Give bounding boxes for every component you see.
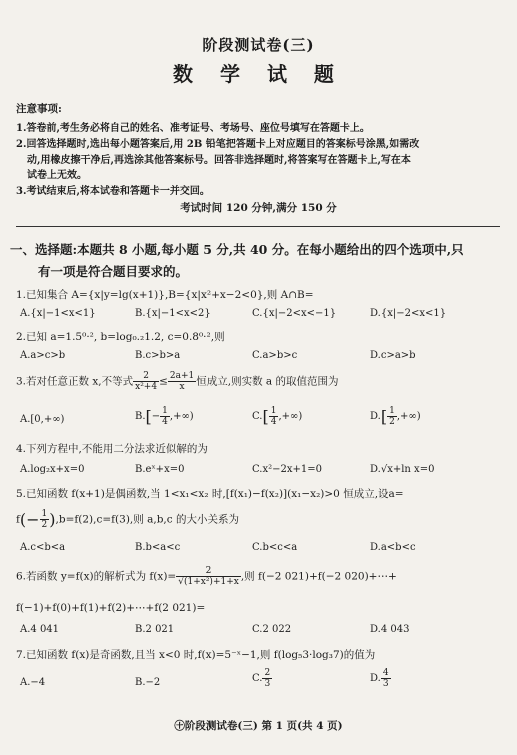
- question-7-option-c-fraction: [262, 668, 272, 689]
- question-7-option-d-label: D.: [370, 673, 381, 684]
- question-3-option-b-minus: −: [151, 411, 161, 422]
- question-5-fraction: [40, 509, 50, 530]
- question-3-option-d: [370, 406, 421, 427]
- question-1-stem: 1.已知集合 A={x|y=lg(x+1)},B={x|x²+x−2<0},则 A∩B=: [16, 289, 314, 301]
- page-footer: ㊉阶段测试卷(三) 第 1 页(共 4 页): [174, 720, 343, 732]
- question-5-paren-close: ): [49, 510, 56, 529]
- question-6-stem-line-2: f(−1)+f(0)+f(1)+f(2)+⋯+f(2 021)=: [16, 602, 206, 614]
- question-5-option-d: D.a<b<c: [370, 542, 416, 553]
- question-1-option-a: A.{x|−1<x<1}: [20, 308, 96, 319]
- question-3-option-b-fraction: [160, 406, 170, 427]
- question-2-option-a: A.a>c>b: [20, 350, 66, 361]
- question-5-f: f: [16, 513, 20, 526]
- question-6-option-a: A.4 041: [20, 624, 60, 635]
- question-3-option-c-bracket: [: [262, 407, 269, 426]
- question-3-option-c: [252, 406, 302, 427]
- question-5-stem: 5.已知函数 f(x+1)是偶函数,当 1<x₁<x₂ 时,[f(x₁)−f(x₂)](x₁−x₂)>0 恒成立,设a=: [16, 488, 404, 500]
- question-2-option-b: B.c>b>a: [135, 350, 181, 361]
- question-3-fraction-left-den: x²+4: [135, 382, 158, 392]
- question-3-fraction-left: [133, 371, 159, 392]
- question-2-option-c: C.a>b>c: [252, 350, 298, 361]
- question-3-option-d-label: D.: [370, 411, 381, 422]
- divider-line: [16, 226, 500, 227]
- question-7-option-c-num: 2: [264, 668, 271, 678]
- question-6-option-d: D.4 043: [370, 624, 410, 635]
- question-5-fraction-num: 1: [41, 509, 48, 519]
- question-7-option-d-den: 3: [382, 679, 389, 689]
- notice-title: 注意事项:: [16, 103, 62, 115]
- question-3-option-d-suffix: ,+∞): [396, 411, 421, 422]
- question-3-fraction-right-num: 2a+1: [169, 371, 195, 381]
- question-3-option-b: [135, 406, 194, 427]
- question-3-option-b-label: B.: [135, 411, 146, 422]
- question-3-option-b-den: 4: [162, 417, 168, 427]
- question-3-fraction-right-den: x: [179, 382, 185, 392]
- question-3-option-c-den: 4: [270, 417, 277, 427]
- question-2-stem: 2.已知 a=1.5⁰·², b=log₀.₂1.2, c=0.8⁰·²,则: [16, 331, 225, 343]
- question-6-stem-prefix: 6.若函数 y=f(x)的解析式为 f(x)=: [16, 570, 177, 583]
- question-3-option-b-suffix: ,+∞): [169, 411, 194, 422]
- question-1-option-d: D.{x|−2<x<1}: [370, 308, 447, 319]
- question-6-fraction-num: 2: [176, 566, 241, 577]
- notice-item-2-line-1: 2.回答选择题时,选出每小题答案后,用 2B 铅笔把答题卡上对应题目的答案标号涂黑,如需改: [16, 139, 420, 150]
- question-7-option-c: [252, 668, 272, 689]
- section-1-heading: 一、选择题:本题共 8 小题,每小题 5 分,共 40 分。在每小题给出的四个选项中,只: [10, 242, 464, 257]
- question-3-option-d-bracket: [: [380, 407, 388, 426]
- question-5-option-a: A.c<b<a: [20, 542, 66, 553]
- notice-item-1: 1.答卷前,考生务必将自己的姓名、准考证号、考场号、座位号填写在答题卡上。: [16, 123, 370, 134]
- question-3-option-d-den: 2: [389, 417, 395, 427]
- exam-title: 阶段测试卷(三): [202, 36, 315, 54]
- question-3-option-c-label: C.: [252, 411, 263, 422]
- question-4-stem: 4.下列方程中,不能用二分法求近似解的为: [16, 443, 208, 455]
- question-6-fraction-den: √(1+x²)+1+x: [178, 577, 239, 587]
- question-7-option-d: [370, 668, 391, 689]
- question-3-stem-suffix: 恒成立,则实数 a 的取值范围为: [196, 375, 339, 388]
- question-5-stem-suffix: ,b=f(2),c=f(3),则 a,b,c 的大小关系为: [55, 513, 239, 526]
- question-4-option-b: B.eˣ+x=0: [135, 464, 185, 475]
- question-1-option-b: B.{x|−1<x<2}: [135, 308, 211, 319]
- question-7-option-d-fraction: [381, 668, 391, 689]
- question-4-option-c: C.x²−2x+1=0: [252, 464, 322, 475]
- question-3-le-sign: ≤: [159, 375, 168, 388]
- question-3-option-c-fraction: [269, 406, 279, 427]
- question-6-stem: [16, 566, 397, 587]
- section-1-heading-cont: 有一项是符合题目要求的。: [38, 264, 189, 279]
- question-3-option-a: A.[0,+∞): [20, 414, 65, 425]
- question-3-option-c-num: 1: [270, 406, 277, 416]
- question-5-stem-line-2: [16, 509, 239, 530]
- question-5-option-b: B.b<a<c: [135, 542, 181, 553]
- question-7-stem: 7.已知函数 f(x)是奇函数,且当 x<0 时,f(x)=5⁻ˣ−1,则 f(log₅3·log₃7)的值为: [16, 649, 376, 661]
- question-3-option-b-bracket: [: [145, 407, 152, 426]
- question-5-option-c: C.b<c<a: [252, 542, 298, 553]
- question-1-option-c: C.{x|−2<x<−1}: [252, 308, 337, 319]
- question-5-fraction-den: 2: [41, 520, 48, 530]
- exam-subject: 数 学 试 题: [173, 62, 344, 86]
- notice-item-3: 3.考试结束后,将本试卷和答题卡一并交回。: [16, 186, 210, 197]
- question-3-option-c-suffix: ,+∞): [278, 411, 303, 422]
- question-7-option-c-den: 3: [264, 679, 271, 689]
- question-7-option-c-label: C.: [252, 673, 263, 684]
- question-7-option-d-num: 4: [382, 668, 389, 678]
- question-4-option-d: D.√x+ln x=0: [370, 464, 435, 475]
- question-3-stem-prefix: 3.若对任意正数 x,不等式: [16, 375, 134, 388]
- question-7-option-b: B.−2: [135, 677, 161, 688]
- question-4-option-a: A.log₂x+x=0: [20, 464, 85, 475]
- question-3-fraction-right: [168, 371, 196, 392]
- question-6-option-b: B.2 021: [135, 624, 175, 635]
- question-6-stem-suffix: ,则 f(−2 021)+f(−2 020)+⋯+: [240, 570, 397, 583]
- question-5-paren-open: (−: [19, 510, 40, 529]
- question-6-option-c: C.2 022: [252, 624, 292, 635]
- notice-item-2-line-2: 动,用橡皮擦干净后,再选涂其他答案标号。回答非选择题时,将答案写在答题卡上,写在本: [27, 155, 411, 166]
- question-2-option-d: D.c>a>b: [370, 350, 416, 361]
- notice-item-2-line-3: 试卷上无效。: [27, 170, 87, 181]
- question-3-option-d-fraction: [387, 406, 397, 427]
- question-3-option-b-num: 1: [162, 406, 168, 416]
- question-3-option-d-num: 1: [389, 406, 395, 416]
- question-6-fraction: [176, 566, 241, 587]
- question-3-fraction-left-num: 2: [133, 371, 159, 382]
- exam-time-and-score: 考试时间 120 分钟,满分 150 分: [180, 202, 337, 214]
- question-3-stem: [16, 371, 339, 392]
- question-7-option-a: A.−4: [20, 677, 46, 688]
